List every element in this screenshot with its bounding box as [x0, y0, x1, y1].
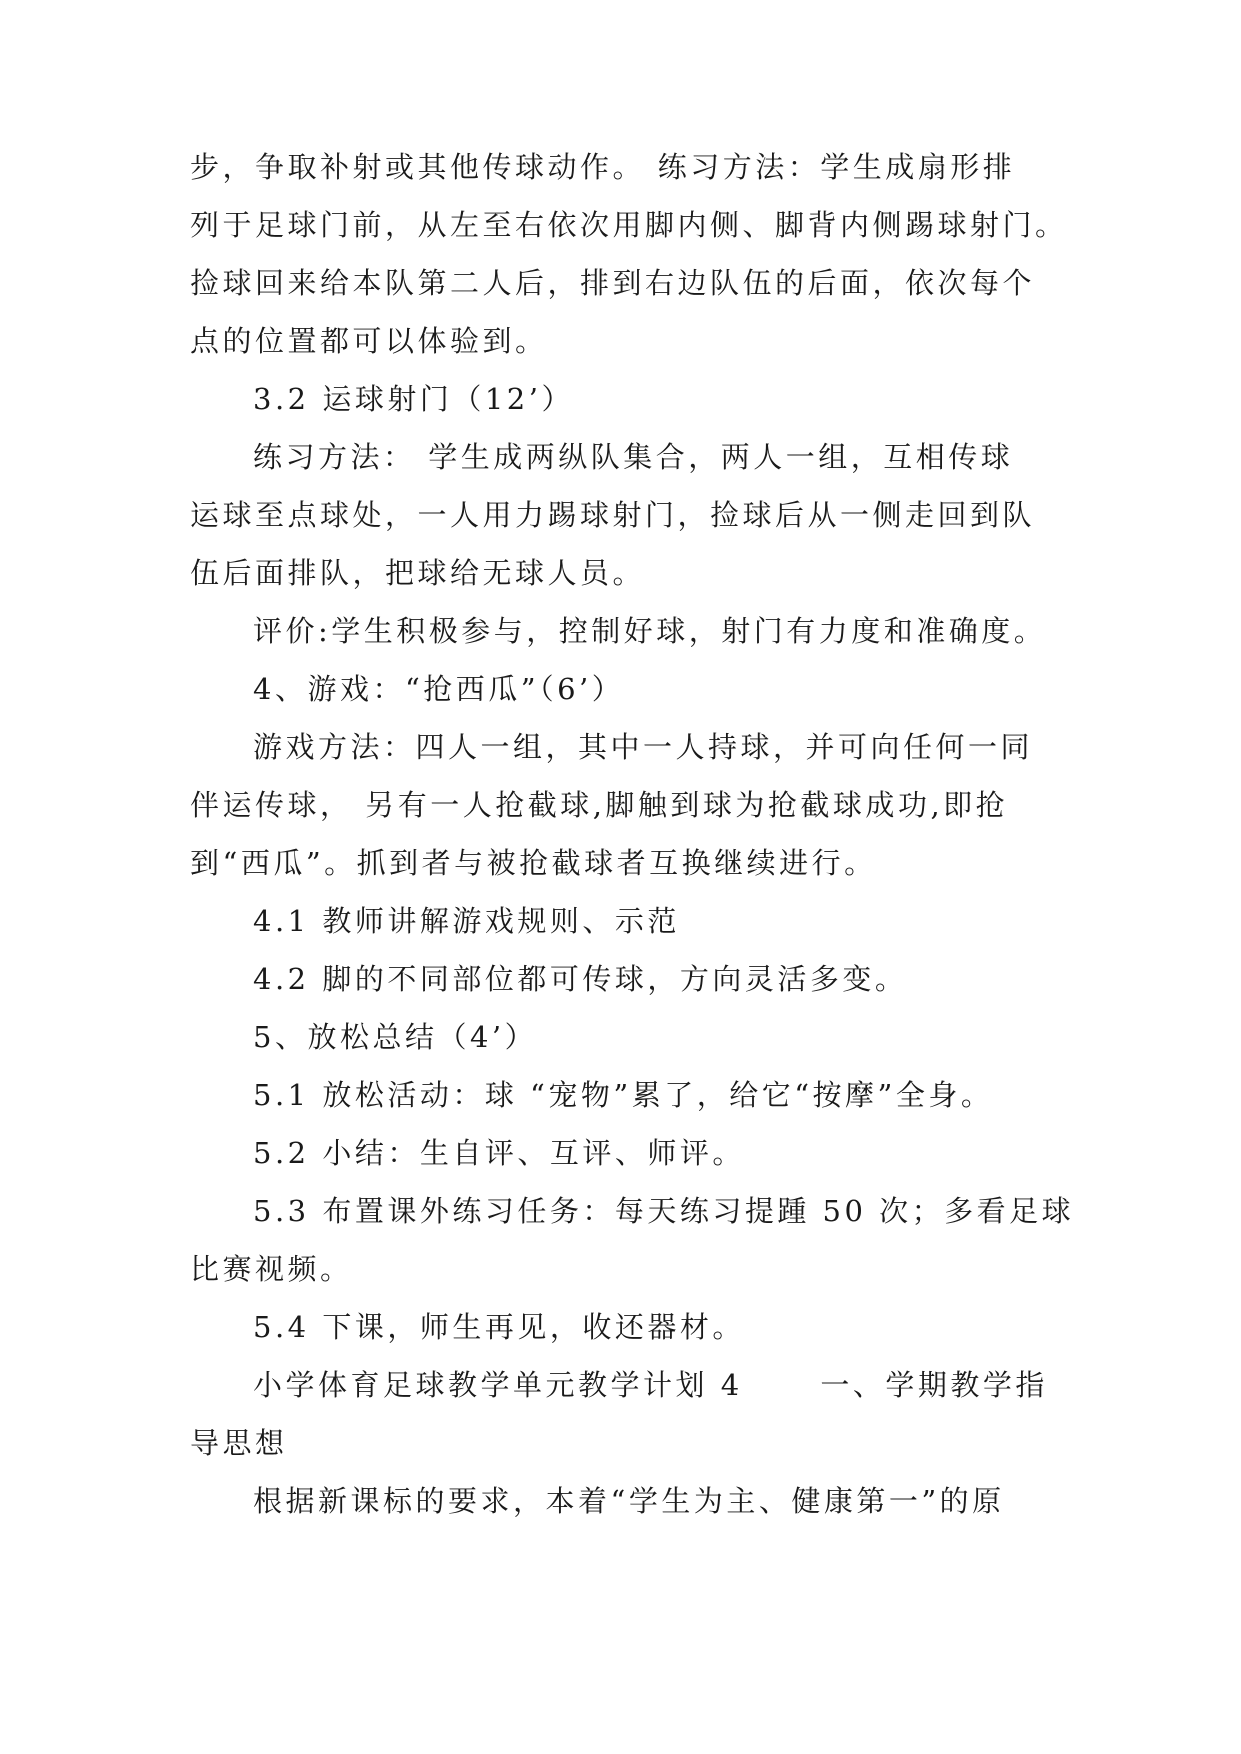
paragraph-line: 评价:学生积极参与，控制好球，射门有力度和准确度。	[253, 614, 1047, 648]
paragraph-line: 5.2 小结：生自评、互评、师评。	[253, 1136, 745, 1170]
paragraph-line: 到“西瓜”。抓到者与被抢截球者互换继续进行。	[190, 846, 877, 880]
section-heading: 5、放松总结（4’）	[253, 1020, 538, 1054]
section-heading: 3.2 运球射门（12’）	[253, 382, 574, 416]
paragraph-line: 伍后面排队，把球给无球人员。	[190, 556, 646, 590]
paragraph-line: 步，争取补射或其他传球动作。 练习方法：学生成扇形排	[190, 150, 1016, 184]
paragraph-line: 捡球回来给本队第二人后，排到右边队伍的后面，依次每个	[190, 266, 1036, 300]
paragraph-line: 列于足球门前，从左至右依次用脚内侧、脚背内侧踢球射门。	[190, 208, 1068, 242]
paragraph-line: 5.1 放松活动：球 “宠物”累了，给它“按摩”全身。	[253, 1078, 994, 1112]
paragraph-line: 练习方法： 学生成两纵队集合，两人一组，互相传球	[253, 440, 1014, 474]
paragraph-line: 5.3 布置课外练习任务：每天练习提踵 50 次；多看足球	[253, 1194, 1075, 1228]
paragraph-line: 导思想	[190, 1426, 288, 1460]
paragraph-line: 4.2 脚的不同部位都可传球，方向灵活多变。	[253, 962, 908, 996]
paragraph-line: 伴运传球， 另有一人抢截球,脚触到球为抢截球成功,即抢	[190, 788, 1009, 822]
section-heading: 4、游戏：“抢西瓜”（6’）	[253, 672, 625, 706]
paragraph-line: 小学体育足球教学单元教学计划 4 一、学期教学指	[253, 1368, 1048, 1402]
paragraph-line: 4.1 教师讲解游戏规则、示范	[253, 904, 680, 938]
paragraph-line: 5.4 下课，师生再见，收还器材。	[253, 1310, 745, 1344]
paragraph-line: 比赛视频。	[190, 1252, 353, 1286]
paragraph-line: 游戏方法：四人一组，其中一人持球，并可向任何一同	[253, 730, 1034, 764]
paragraph-line: 运球至点球处，一人用力踢球射门，捡球后从一侧走回到队	[190, 498, 1036, 532]
paragraph-line: 根据新课标的要求，本着“学生为主、健康第一”的原	[253, 1484, 1005, 1518]
paragraph-line: 点的位置都可以体验到。	[190, 324, 548, 358]
